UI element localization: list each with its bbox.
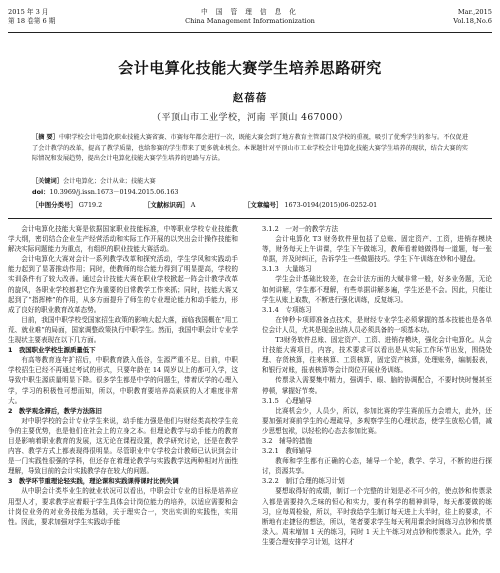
running-header	[8, 6, 492, 33]
article-title: 会计电算化技能大赛学生培养思路研究	[118, 59, 382, 77]
body-paragraph: 比赛机会少，人员少，所以，参加比赛的学生赛前压力会增大，此外，还要加强对赛前学生的心理疏导，多观察学生的心理状态，使学生放松心情，减少思想包袱，以轻松的心态去参加比赛。	[262, 406, 492, 435]
abstract-text: 中职学校会计电算化职业技能大赛省赛、市赛每年都会进行一次，既能大赛会到了地方教育主管部门及学校的重视，吸引了优秀学生的参与。不仅促进了会计教学的改革，提高了教学质量，也给参赛的学生带来了更多就业机会。本课题针对平顶山市工业学校会计电算化技能大赛学生培养的现状，结合大赛的实际情况和发展趋势，提出会计电算化技能大赛学生培养的思路与方法。	[32, 134, 469, 163]
issue-date-en: Mar.,2015	[457, 8, 492, 16]
body-paragraph: 学生会计基础比较差，在会计法方面的大赋非常一般，好多业务题，无论如何讲解，学生都不理解，有些单据讲解多遍，学生还是不会。因此，只能让学生从账上取数，不断进行强化训练，反复练习。	[262, 275, 492, 304]
article-author: 赵蓓蓓	[232, 92, 268, 104]
article-number-value: 1673-0194(2015)06-0252-01	[284, 201, 378, 209]
clc	[32, 201, 102, 210]
author-affiliation: （平顶山市工业学校，河南 平顶山 467000）	[151, 113, 349, 123]
doc-code	[144, 201, 195, 210]
doc-code-value: A	[190, 201, 196, 209]
body-paragraph: 要想取得好的成绩，制订一个完整的计划是必不可少的，使点钞和传票录入都是需要持久乏味的恒心和实力，要有科学的精神训导，每天都要做的练习，应每周检验，所以，平时我给学生制订每天进上大半时，往上的要求，不断地有走捷径的想法，所以，笔者要求学生每天利用课余时间练习点钞和传票录入。周末増加 1 天的练习，同时 1 天上午练习对点钞和传票录入。此外，学生要合理安排学习计划，这样才	[262, 487, 492, 546]
keywords-text: 会计电算化；会计从业；技能大赛	[62, 178, 156, 185]
body-paragraph: 对中职学校的会计专业学生来说，动手能力强是他们与财经类高校学生竞争的主要优势，也是他们在社会上的立身之本。但理论教学与动手能力的教育目是影响着职业教育的发展，这无论在课程设置，教学研究讨论，还是在教学内容、教学方式上都表现得很明显。尽管职业中专学校会计教师已认识到会计是一门实践性很强的学科，但还存在着理论教学与实践教学这两种相对片面性理解，导致目前的会计实践教学存在较大的问题。	[8, 416, 238, 476]
body-paragraph: 传票录入需要集中精力，强调手、眼、脑的协调配合，不要时快时慢甚至停顿，掌握好节奏。	[262, 376, 492, 395]
issue-date: 2015 年 3 月	[8, 8, 49, 16]
body-paragraph: 教师和学生都有正确的心态，辅导一个轮，教学、学习，不断的进行探讨，资源共享。	[262, 457, 492, 476]
doi-value: 10.3969/j.issn.1673－0194.2015.06.163	[49, 188, 179, 196]
doi	[32, 188, 179, 197]
body-paragraph: 有高等教育连年扩招后，中职教育跌入低谷，生源严重不足。目前，中职学校招生已经不再通过考试的形式，只要年龄在 14 周岁以上的都可入学，这导致中职生源质量明显下降。很多学生都是中学的问题生，带着厌学的心理入学，学习的积极性可想而知，所以，中职教育要培养高素质的人才难度非常大。	[8, 356, 238, 405]
section-heading: 1 我国职业学校生源质量低下	[8, 346, 96, 355]
body-paragraph: 会计电算化大赛对会计一系列教学改革和探究活动，学生学风和实践动手能力起到了显著推动作用；同时，使教师的综合能力得到了明显提高，学校的实训条件有了较大改善。通过会计技能大赛在职业学校掀起一阵会计教学改革的旋风，各职业学校都把它作为重要的目常教学工作来抓；同时，技能大赛又起到了“指挥棒”的作用，从多方面提升了师生的专业理论能力和动手能力，形成了良好的职业教育改革态势。	[8, 255, 238, 314]
header-right	[453, 8, 492, 25]
doc-code-label: ［文献标识码］	[144, 201, 189, 209]
left-column	[8, 224, 238, 527]
volume-issue-en: Vol.18,No.6	[453, 16, 492, 25]
body-paragraph: 在钟秒卡项即准备点技术，是财经专业学生必须掌握的基本技能也是各单位会计人员，尤其是现金出纳人员必须具备的一项基本功。	[262, 315, 492, 334]
body-paragraph: T3财务软件总账、固定资产、工资、进销存模块，强化会计电算化。从会计技能大赛项目，内容，技术要求可以看出是从实际工作环节出发，围绕处理、存货核算，往来核算、工资核算，固定资产核算，处理账务，编制报表，和银行对账，报表核算等会计岗位开展业务训练。	[262, 336, 492, 375]
body-paragraph: 会计电算化 T3 财务软件里包括了总账、固定资产、工资，进销存模块等，财务每天上午讲课，学生下午做练习，教师看着她做得每一道题，每一张单据，并及时纠正，告诉学生一些做题技巧。学生下午训练在炒和小键盘。	[262, 235, 492, 264]
keywords-label: ［关键词］	[32, 178, 63, 185]
abstract	[32, 133, 468, 165]
subsection-heading: 3.2.2 制订合理的练习计划	[262, 477, 345, 486]
body-paragraph: 目前，我国中职学校受国家招生政策的影响大起大落，面临我国概在“用工荒、就业难”的局面，国家调整政策执行中职学生。然而，我国中职会计专业学生现状主要表现在以下几方面。	[8, 315, 238, 345]
body-paragraph: 会计电算化技能大赛是依据国家职业技能标准，中等职业学校专业技能教学大纲，密切结合企业生产经营活动和实际工作开展的以突出会计操作技能和解决实际问题能力为重点，有组织的职业技能大赛活动。	[8, 225, 238, 254]
section-divider	[8, 218, 492, 219]
journal-name-zh: 中 国 管 理 信 息 化	[201, 8, 299, 16]
header-center	[8, 8, 492, 25]
clc-label: ［中图分类号］	[32, 201, 77, 209]
clc-value: G719.2	[78, 201, 103, 209]
article-number	[244, 201, 377, 210]
article-number-label: ［文章编号］	[244, 201, 283, 209]
subsection-heading: 3.2 辅导的措施	[262, 436, 313, 445]
subsection-heading: 3.2.1 教师辅导	[262, 447, 312, 456]
section-heading: 3 教学环节重理论轻实践，理论课和实践课得课时比例失调	[8, 477, 179, 486]
subsection-heading: 3.1.2 一对一的教学方法	[262, 225, 339, 233]
keywords	[32, 177, 468, 186]
journal-name-en: China Management Informationization	[185, 16, 315, 25]
subsection-heading: 3.1.4 专项练习	[262, 305, 312, 314]
section-heading: 2 教学观念滞后，教学方法陈旧	[8, 406, 102, 415]
subsection-heading: 3.1.3 大量练习	[262, 265, 312, 274]
body-paragraph: 从中职会计类毕业生的就业状况可以看出，中职会计专业的目标是培养应用型人才，要求教学应着眼于学生具体会计岗位能力的培养，以适应需要和会计岗位业务的对业务技能为基础，关于理实合一，突出实训的实践性，实用性。因此，要求加强对学生实践动手能	[8, 487, 238, 526]
volume-issue: 第 18 卷第 6 期	[8, 16, 56, 25]
abstract-label: ［摘 要］	[32, 134, 59, 141]
subsection-heading: 3.1.5 心理辅导	[262, 396, 312, 405]
right-column	[262, 224, 492, 547]
doi-label: doi：	[32, 188, 50, 196]
